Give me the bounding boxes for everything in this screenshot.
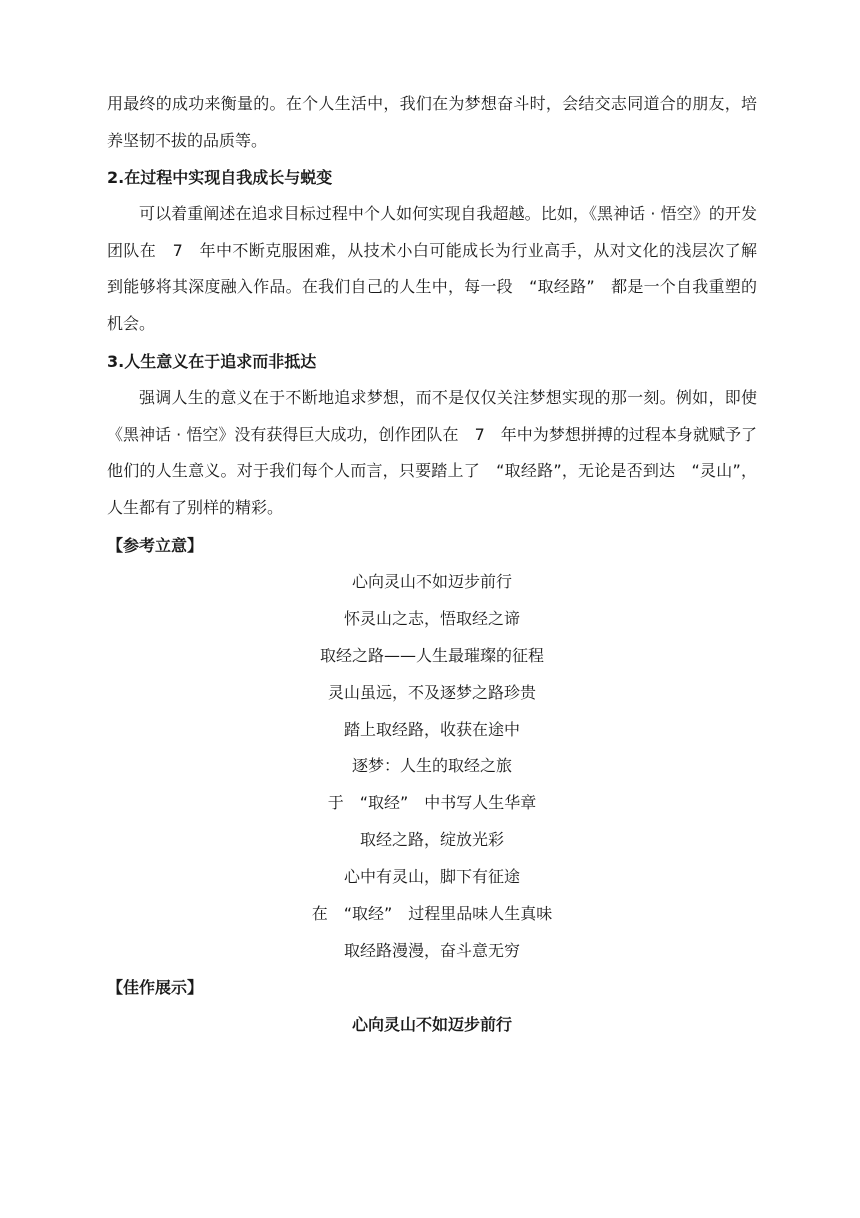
reference-title: 取经之路，绽放光彩 — [359, 830, 504, 850]
reference-titles-list — [107, 564, 757, 970]
section-heading-2: 2.在过程中实现自我成长与蜕变 — [107, 168, 333, 187]
reference-title: 心向灵山不如迈步前行 — [351, 572, 512, 591]
section-heading-3: 3.人生意义在于追求而非抵达 — [107, 352, 317, 371]
paragraph-self-growth: 可以着重阐述在追求目标过程中个人如何实现自我超越。比如，《黑神话 · 悟空》的开发团队在 7 年中不断克服困难，从技术小白可能成长为行业高手，从对文化的浅层次了解到能够将其深度融入作品。在我们自己的人生中，每一段 “取经路” 都是一个自我重塑的机会。 — [107, 204, 757, 333]
reference-title: 踏上取经路，收获在途中 — [343, 719, 520, 739]
showcase-heading: 【佳作展示】 — [107, 978, 204, 997]
reference-title: 心中有灵山，脚下有征途 — [343, 867, 520, 887]
essay-title: 心向灵山不如迈步前行 — [351, 1015, 512, 1034]
reference-ideas-heading: 【参考立意】 — [107, 536, 204, 555]
paragraph-continued: 用最终的成功来衡量的。在个人生活中，我们在为梦想奋斗时，会结交志同道合的朋友，培养坚韧不拔的品质等。 — [107, 94, 757, 150]
reference-title: 怀灵山之志，悟取经之谛 — [343, 608, 520, 628]
reference-title: 取经之路——人生最璀璨的征程 — [319, 645, 544, 665]
reference-title: 取经路漫漫，奋斗意无穷 — [343, 940, 520, 960]
reference-title: 逐梦：人生的取经之旅 — [351, 756, 512, 776]
paragraph-meaning-of-life: 强调人生的意义在于不断地追求梦想，而不是仅仅关注梦想实现的那一刻。例如，即使《黑神话 · 悟空》没有获得巨大成功，创作团队在 7 年中为梦想拼搏的过程本身就赋予了他们的人生意义。对于我们每个人而言，只要踏上了 “取经路”，无论是否到达 “灵山”，人生都有了别样的精彩。 — [107, 388, 757, 517]
reference-title: 于 “取经” 中书写人生华章 — [327, 793, 537, 813]
reference-title: 在 “取经” 过程里品味人生真味 — [311, 904, 553, 924]
reference-title: 灵山虽远，不及逐梦之路珍贵 — [327, 682, 536, 702]
